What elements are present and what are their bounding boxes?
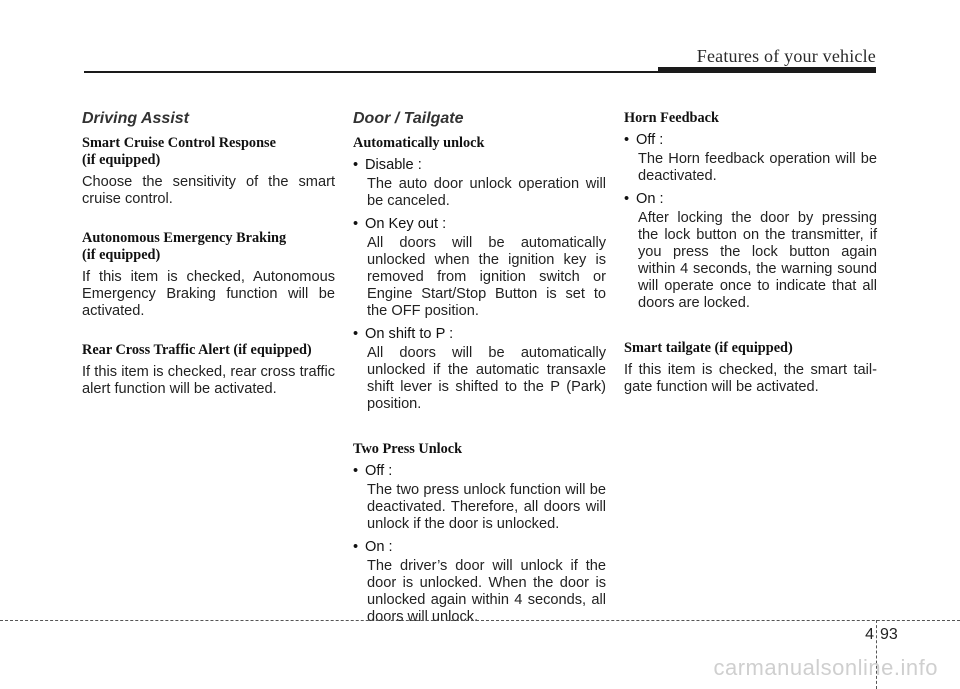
subheading-smart-tailgate: Smart tailgate (if equipped) [624,340,793,356]
bullet-text: The auto door unlock operation will be canceled. [367,176,606,209]
bullet-dot-icon: • [353,157,359,173]
section-title-door-tailgate: Door / Tailgate [353,110,464,127]
bullet-head [624,191,877,208]
paragraph-smart-tailgate: If this item is checked, the smart tail-gate function will be activated. [624,362,877,395]
footer-divider [0,620,960,621]
subheading-line: Autonomous Emergency Braking [82,230,287,246]
list-item [624,191,877,312]
list-item [353,157,606,210]
bullet-text: All doors will be automatically unlocked when the ignition key is removed from ignition switch or Engine Start/Stop Button is set to the OFF position. [367,235,606,319]
bullet-text: The driver’s door will unlock if the door is unlocked. When the door is unlocked again within 4 seconds, all doors will unlock. [367,558,606,625]
column-door-tailgate [353,110,606,632]
subheading-line: Smart Cruise Control Response [82,135,276,151]
bullet-head [353,539,606,556]
header-rule-thick [658,67,876,73]
bullet-label: Off : [636,132,664,148]
bullet-dot-icon: • [353,216,359,232]
bullet-head [353,326,606,343]
subheading-line: (if equipped) [82,152,161,168]
subheading-aeb [82,230,335,264]
list-item [353,539,606,626]
paragraph-rcta: If this item is checked, rear cross traffic alert function will be activated. [82,364,335,397]
bullet-head [353,463,606,480]
bullet-label: On Key out : [365,216,447,232]
column-driving-assist [82,110,335,398]
subheading-smart-cruise [82,135,335,169]
paragraph-smart-cruise: Choose the sensitivity of the smart cruise control. [82,174,335,207]
bullet-label: On : [636,191,664,207]
column-horn-tailgate [624,110,877,396]
bullet-dot-icon: • [624,191,630,207]
chapter-number: 4 [865,626,874,643]
header-rule-thin [84,71,660,73]
bullet-list-horn [624,132,877,312]
bullet-head [353,157,606,174]
bullet-dot-icon: • [353,539,359,555]
subheading-horn-feedback: Horn Feedback [624,110,719,126]
watermark: carmanualsonline.info [713,655,938,680]
bullet-list-two-press [353,463,606,626]
paragraph-aeb: If this item is checked, Autonomous Emergency Braking function will be activated. [82,269,335,319]
subheading-rcta: Rear Cross Traffic Alert (if equipped) [82,342,312,358]
bullet-text: All doors will be automatically unlocked if the automatic transaxle shift lever is shifted to the P (Park) position. [367,345,606,412]
list-item [624,132,877,185]
subheading-line: (if equipped) [82,247,161,263]
bullet-dot-icon: • [353,326,359,342]
list-item [353,463,606,533]
subheading-two-press: Two Press Unlock [353,441,463,457]
bullet-text: The two press unlock function will be deactivated. Therefore, all doors will unlock if the door is unlocked. [367,482,606,532]
bullet-label: Disable : [365,157,422,173]
bullet-dot-icon: • [353,463,359,479]
bullet-label: Off : [365,463,393,479]
list-item [353,326,606,413]
section-title-driving-assist: Driving Assist [82,110,189,127]
bullet-dot-icon: • [624,132,630,148]
bullet-label: On shift to P : [365,326,454,342]
page-number: 93 [880,626,898,643]
bullet-head [624,132,877,149]
bullet-text: The Horn feedback operation will be deactivated. [638,151,877,184]
list-item [353,216,606,320]
bullet-text: After locking the door by pressing the lock button on the transmitter, if you press the lock button again within 4 seconds, the warning sound will operate once to indicate that all doors are locked. [638,210,877,311]
bullet-label: On : [365,539,393,555]
subheading-auto-unlock: Automatically unlock [353,135,485,151]
bullet-head [353,216,606,233]
bullet-list-auto-unlock [353,157,606,413]
header-title: Features of your vehicle [696,46,876,66]
